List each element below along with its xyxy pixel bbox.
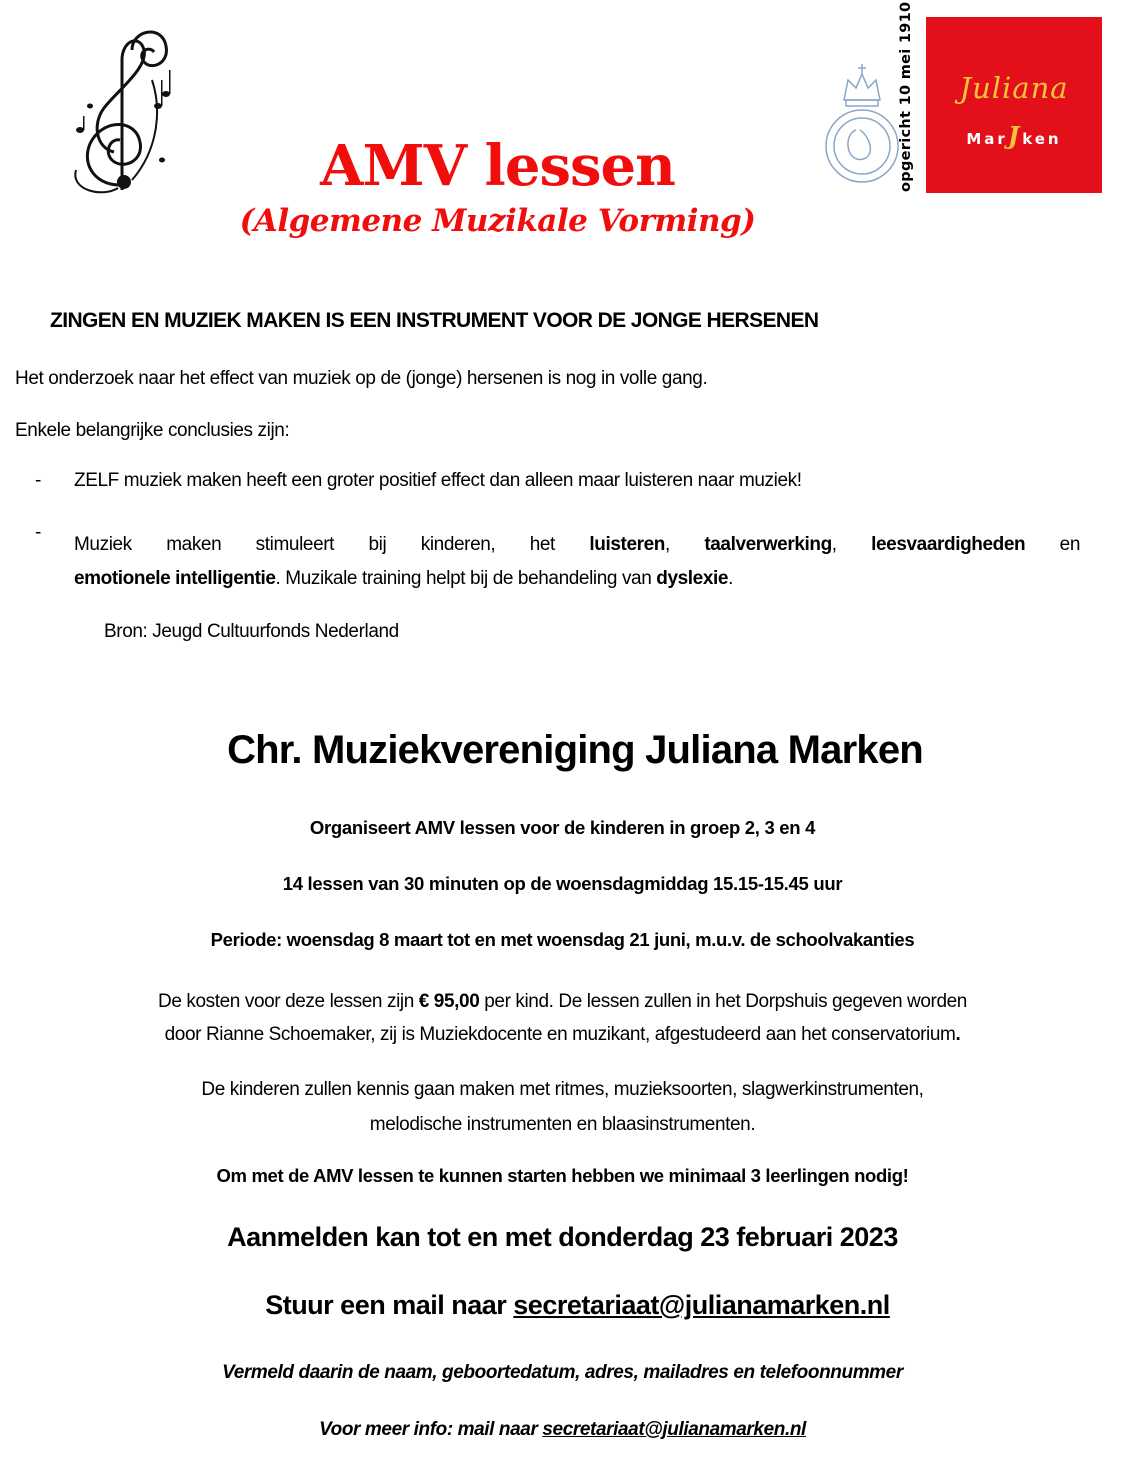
- lesson-period: Periode: woensdag 8 maart tot en met woensdag 21 juni, m.u.v. de schoolvakanties: [210, 929, 915, 950]
- target-groups: Organiseert AMV lessen voor de kinderen in groep 2, 3 en 4: [309, 817, 816, 838]
- costs-paragraph: De kosten voor deze lessen zijn € 95,00 per kind. De lessen zullen in het Dorpshuis gegeven worden door Rianne Schoemaker, zij is Muziekdocente en muzikant, afgestudeerd aan het conservatorium.: [158, 991, 967, 1045]
- bullet-item: ZELF muziek maken heeft een groter positief effect dan alleen maar luisteren naar muziek!: [74, 470, 802, 491]
- bullet-item: Muziek maken stimuleert bij kinderen, het luisteren, taalverwerking, leesvaardigheden en: [74, 534, 1081, 555]
- lesson-schedule: 14 lessen van 30 minuten op de woensdagmiddag 15.15-15.45 uur: [282, 873, 843, 894]
- price: € 95,00: [418, 991, 480, 1012]
- intro-conclusions-label: Enkele belangrijke conclusies zijn:: [15, 420, 290, 441]
- logo-marken: MarJken: [966, 121, 1062, 150]
- bullet-marker: -: [35, 470, 42, 491]
- more-info-line: Voor meer info: mail naar secretariaat@julianamarken.nl: [319, 1419, 806, 1440]
- page-subtitle: (Algemene Muzikale Vorming): [239, 203, 756, 239]
- registration-deadline: Aanmelden kan tot en met donderdag 23 februari 2023: [227, 1222, 898, 1252]
- bullet-marker: -: [35, 522, 42, 543]
- intro-paragraph: Het onderzoek naar het effect van muziek op de (jonge) hersenen is nog in volle gang.: [15, 368, 708, 389]
- content-paragraph: De kinderen zullen kennis gaan maken met ritmes, muzieksoorten, slagwerkinstrumenten, melodische instrumenten en blaasinstrumenten.: [201, 1079, 924, 1135]
- founded-date: opgericht 10 mei 1910: [898, 1, 914, 192]
- minimum-students: Om met de AMV lessen te kunnen starten hebben we minimaal 3 leerlingen nodig!: [216, 1165, 909, 1186]
- email-link[interactable]: secretariaat@julianamarken.nl: [513, 1290, 890, 1320]
- page-title: AMV lessen: [320, 133, 675, 199]
- source-credit: Bron: Jeugd Cultuurfonds Nederland: [104, 621, 399, 642]
- logo-juliana: Juliana: [959, 71, 1069, 105]
- bullet-item-continued: emotionele intelligentie. Muzikale training helpt bij de behandeling van dyslexie.: [74, 568, 733, 589]
- mention-instructions: Vermeld daarin de naam, geboortedatum, adres, mailadres en telefoonnummer: [222, 1362, 903, 1383]
- organization-name: Chr. Muziekvereniging Juliana Marken: [227, 728, 923, 772]
- intro-heading: ZINGEN EN MUZIEK MAKEN IS EEN INSTRUMENT VOOR DE JONGE HERSENEN: [50, 309, 819, 332]
- send-mail-line: Stuur een mail naar secretariaat@julianamarken.nl: [265, 1290, 890, 1320]
- info-email-link[interactable]: secretariaat@julianamarken.nl: [542, 1419, 806, 1440]
